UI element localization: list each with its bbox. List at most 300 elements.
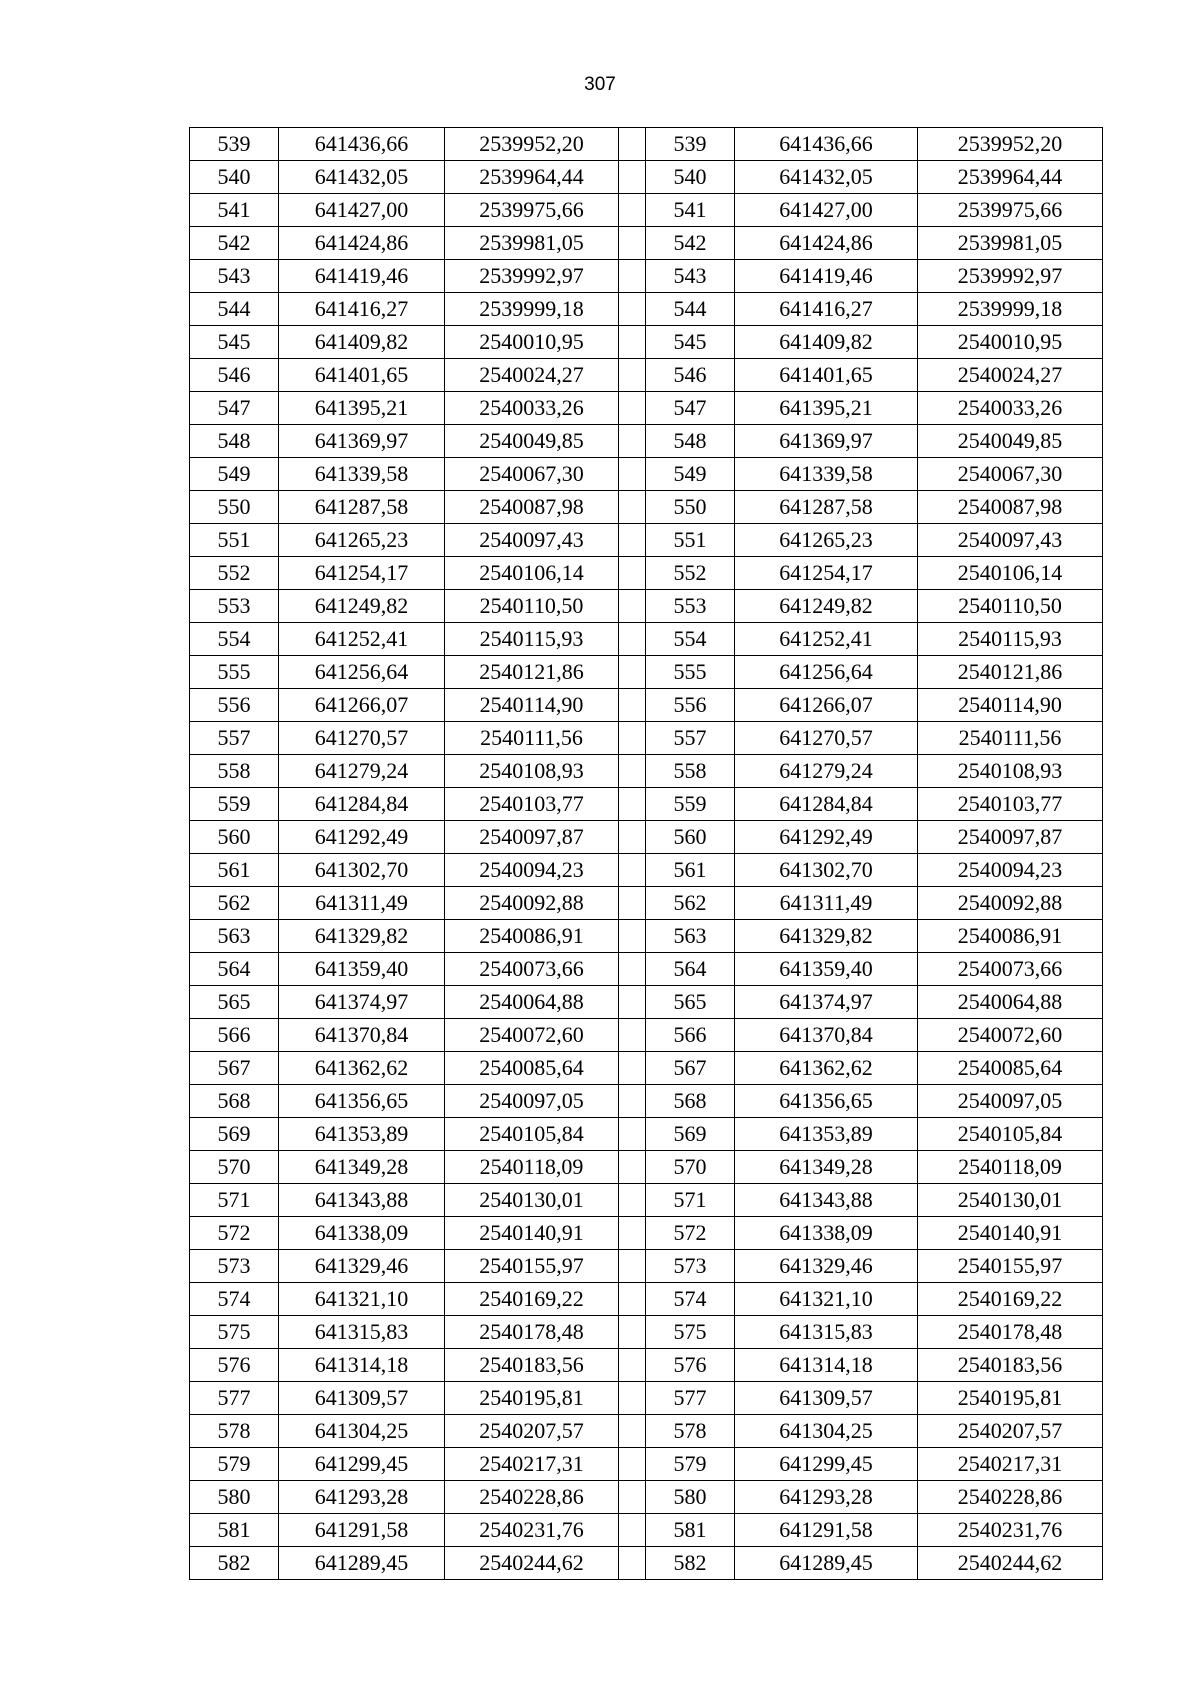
right-point-number-cell: 576 <box>646 1349 735 1382</box>
spacer-cell <box>619 1052 646 1085</box>
right-y-coordinate-cell: 2540024,27 <box>918 359 1103 392</box>
left-y-coordinate-cell: 2540169,22 <box>445 1283 619 1316</box>
right-y-coordinate-cell: 2540217,31 <box>918 1448 1103 1481</box>
left-y-coordinate-cell: 2539952,20 <box>445 128 619 161</box>
left-point-number-cell: 575 <box>190 1316 279 1349</box>
right-y-coordinate-cell: 2540097,87 <box>918 821 1103 854</box>
table-row <box>190 1184 1103 1217</box>
spacer-cell <box>619 458 646 491</box>
left-x-coordinate-cell: 641252,41 <box>279 623 445 656</box>
table-row <box>190 128 1103 161</box>
left-x-coordinate-cell: 641401,65 <box>279 359 445 392</box>
left-x-coordinate-cell: 641370,84 <box>279 1019 445 1052</box>
right-y-coordinate-cell: 2540130,01 <box>918 1184 1103 1217</box>
right-x-coordinate-cell: 641419,46 <box>735 260 918 293</box>
table-row <box>190 656 1103 689</box>
right-point-number-cell: 564 <box>646 953 735 986</box>
left-x-coordinate-cell: 641315,83 <box>279 1316 445 1349</box>
right-x-coordinate-cell: 641395,21 <box>735 392 918 425</box>
spacer-cell <box>619 491 646 524</box>
right-x-coordinate-cell: 641401,65 <box>735 359 918 392</box>
right-x-coordinate-cell: 641314,18 <box>735 1349 918 1382</box>
right-y-coordinate-cell: 2540111,56 <box>918 722 1103 755</box>
right-point-number-cell: 546 <box>646 359 735 392</box>
left-point-number-cell: 550 <box>190 491 279 524</box>
spacer-cell <box>619 194 646 227</box>
spacer-cell <box>619 656 646 689</box>
left-point-number-cell: 546 <box>190 359 279 392</box>
left-x-coordinate-cell: 641343,88 <box>279 1184 445 1217</box>
right-x-coordinate-cell: 641309,57 <box>735 1382 918 1415</box>
right-x-coordinate-cell: 641265,23 <box>735 524 918 557</box>
table-row <box>190 623 1103 656</box>
left-y-coordinate-cell: 2540097,43 <box>445 524 619 557</box>
table-row <box>190 1019 1103 1052</box>
spacer-cell <box>619 1184 646 1217</box>
table-row <box>190 326 1103 359</box>
spacer-cell <box>619 986 646 1019</box>
left-point-number-cell: 539 <box>190 128 279 161</box>
right-y-coordinate-cell: 2540073,66 <box>918 953 1103 986</box>
table-row <box>190 1151 1103 1184</box>
spacer-cell <box>619 1118 646 1151</box>
spacer-cell <box>619 557 646 590</box>
right-point-number-cell: 563 <box>646 920 735 953</box>
table-row <box>190 1118 1103 1151</box>
left-x-coordinate-cell: 641249,82 <box>279 590 445 623</box>
right-point-number-cell: 539 <box>646 128 735 161</box>
left-point-number-cell: 581 <box>190 1514 279 1547</box>
left-point-number-cell: 545 <box>190 326 279 359</box>
table-row <box>190 590 1103 623</box>
left-y-coordinate-cell: 2540049,85 <box>445 425 619 458</box>
spacer-cell <box>619 425 646 458</box>
left-point-number-cell: 555 <box>190 656 279 689</box>
right-point-number-cell: 552 <box>646 557 735 590</box>
left-y-coordinate-cell: 2540114,90 <box>445 689 619 722</box>
right-y-coordinate-cell: 2540195,81 <box>918 1382 1103 1415</box>
left-x-coordinate-cell: 641321,10 <box>279 1283 445 1316</box>
right-x-coordinate-cell: 641427,00 <box>735 194 918 227</box>
left-point-number-cell: 554 <box>190 623 279 656</box>
spacer-cell <box>619 788 646 821</box>
spacer-cell <box>619 1151 646 1184</box>
left-x-coordinate-cell: 641356,65 <box>279 1085 445 1118</box>
spacer-cell <box>619 623 646 656</box>
spacer-cell <box>619 887 646 920</box>
left-point-number-cell: 561 <box>190 854 279 887</box>
right-x-coordinate-cell: 641432,05 <box>735 161 918 194</box>
spacer-cell <box>619 1448 646 1481</box>
left-x-coordinate-cell: 641314,18 <box>279 1349 445 1382</box>
spacer-cell <box>619 1217 646 1250</box>
right-y-coordinate-cell: 2539975,66 <box>918 194 1103 227</box>
right-x-coordinate-cell: 641287,58 <box>735 491 918 524</box>
table-row <box>190 227 1103 260</box>
left-point-number-cell: 543 <box>190 260 279 293</box>
right-point-number-cell: 558 <box>646 755 735 788</box>
right-point-number-cell: 551 <box>646 524 735 557</box>
spacer-cell <box>619 128 646 161</box>
left-y-coordinate-cell: 2540155,97 <box>445 1250 619 1283</box>
left-y-coordinate-cell: 2540118,09 <box>445 1151 619 1184</box>
left-point-number-cell: 556 <box>190 689 279 722</box>
spacer-cell <box>619 755 646 788</box>
spacer-cell <box>619 293 646 326</box>
spacer-cell <box>619 1085 646 1118</box>
left-point-number-cell: 570 <box>190 1151 279 1184</box>
left-point-number-cell: 540 <box>190 161 279 194</box>
right-y-coordinate-cell: 2540092,88 <box>918 887 1103 920</box>
right-point-number-cell: 581 <box>646 1514 735 1547</box>
right-point-number-cell: 579 <box>646 1448 735 1481</box>
left-point-number-cell: 563 <box>190 920 279 953</box>
left-x-coordinate-cell: 641374,97 <box>279 986 445 1019</box>
right-point-number-cell: 560 <box>646 821 735 854</box>
table-row <box>190 986 1103 1019</box>
left-x-coordinate-cell: 641256,64 <box>279 656 445 689</box>
right-y-coordinate-cell: 2540110,50 <box>918 590 1103 623</box>
right-y-coordinate-cell: 2540085,64 <box>918 1052 1103 1085</box>
left-y-coordinate-cell: 2540140,91 <box>445 1217 619 1250</box>
left-y-coordinate-cell: 2540085,64 <box>445 1052 619 1085</box>
table-row <box>190 1547 1103 1580</box>
table-row <box>190 392 1103 425</box>
left-x-coordinate-cell: 641427,00 <box>279 194 445 227</box>
right-x-coordinate-cell: 641329,46 <box>735 1250 918 1283</box>
right-point-number-cell: 572 <box>646 1217 735 1250</box>
spacer-cell <box>619 1481 646 1514</box>
right-y-coordinate-cell: 2540178,48 <box>918 1316 1103 1349</box>
left-y-coordinate-cell: 2540103,77 <box>445 788 619 821</box>
left-y-coordinate-cell: 2540108,93 <box>445 755 619 788</box>
left-x-coordinate-cell: 641270,57 <box>279 722 445 755</box>
table-row <box>190 425 1103 458</box>
left-point-number-cell: 564 <box>190 953 279 986</box>
left-y-coordinate-cell: 2540097,05 <box>445 1085 619 1118</box>
left-y-coordinate-cell: 2540072,60 <box>445 1019 619 1052</box>
left-point-number-cell: 547 <box>190 392 279 425</box>
right-point-number-cell: 561 <box>646 854 735 887</box>
table-row <box>190 161 1103 194</box>
table-row <box>190 1382 1103 1415</box>
left-x-coordinate-cell: 641395,21 <box>279 392 445 425</box>
right-x-coordinate-cell: 641349,28 <box>735 1151 918 1184</box>
right-y-coordinate-cell: 2540067,30 <box>918 458 1103 491</box>
left-x-coordinate-cell: 641254,17 <box>279 557 445 590</box>
left-y-coordinate-cell: 2540178,48 <box>445 1316 619 1349</box>
right-y-coordinate-cell: 2540183,56 <box>918 1349 1103 1382</box>
left-point-number-cell: 579 <box>190 1448 279 1481</box>
right-y-coordinate-cell: 2540086,91 <box>918 920 1103 953</box>
right-y-coordinate-cell: 2540106,14 <box>918 557 1103 590</box>
left-x-coordinate-cell: 641291,58 <box>279 1514 445 1547</box>
table-row <box>190 1283 1103 1316</box>
left-x-coordinate-cell: 641309,57 <box>279 1382 445 1415</box>
left-y-coordinate-cell: 2540094,23 <box>445 854 619 887</box>
right-point-number-cell: 577 <box>646 1382 735 1415</box>
left-y-coordinate-cell: 2540105,84 <box>445 1118 619 1151</box>
left-point-number-cell: 553 <box>190 590 279 623</box>
right-x-coordinate-cell: 641416,27 <box>735 293 918 326</box>
right-y-coordinate-cell: 2540097,43 <box>918 524 1103 557</box>
spacer-cell <box>619 1316 646 1349</box>
left-y-coordinate-cell: 2540244,62 <box>445 1547 619 1580</box>
left-point-number-cell: 576 <box>190 1349 279 1382</box>
right-y-coordinate-cell: 2539964,44 <box>918 161 1103 194</box>
left-y-coordinate-cell: 2540183,56 <box>445 1349 619 1382</box>
right-y-coordinate-cell: 2540207,57 <box>918 1415 1103 1448</box>
spacer-cell <box>619 524 646 557</box>
right-y-coordinate-cell: 2540231,76 <box>918 1514 1103 1547</box>
right-y-coordinate-cell: 2539952,20 <box>918 128 1103 161</box>
right-point-number-cell: 582 <box>646 1547 735 1580</box>
right-point-number-cell: 553 <box>646 590 735 623</box>
right-x-coordinate-cell: 641254,17 <box>735 557 918 590</box>
right-y-coordinate-cell: 2540049,85 <box>918 425 1103 458</box>
right-x-coordinate-cell: 641304,25 <box>735 1415 918 1448</box>
right-point-number-cell: 562 <box>646 887 735 920</box>
left-point-number-cell: 565 <box>190 986 279 1019</box>
right-point-number-cell: 559 <box>646 788 735 821</box>
left-x-coordinate-cell: 641265,23 <box>279 524 445 557</box>
left-y-coordinate-cell: 2540130,01 <box>445 1184 619 1217</box>
spacer-cell <box>619 392 646 425</box>
right-point-number-cell: 567 <box>646 1052 735 1085</box>
right-point-number-cell: 578 <box>646 1415 735 1448</box>
right-point-number-cell: 554 <box>646 623 735 656</box>
left-x-coordinate-cell: 641329,82 <box>279 920 445 953</box>
left-x-coordinate-cell: 641302,70 <box>279 854 445 887</box>
left-point-number-cell: 567 <box>190 1052 279 1085</box>
spacer-cell <box>619 821 646 854</box>
left-y-coordinate-cell: 2540115,93 <box>445 623 619 656</box>
left-x-coordinate-cell: 641424,86 <box>279 227 445 260</box>
right-y-coordinate-cell: 2540140,91 <box>918 1217 1103 1250</box>
table-row <box>190 1217 1103 1250</box>
table-row <box>190 491 1103 524</box>
left-x-coordinate-cell: 641304,25 <box>279 1415 445 1448</box>
table-row <box>190 755 1103 788</box>
right-y-coordinate-cell: 2540155,97 <box>918 1250 1103 1283</box>
left-y-coordinate-cell: 2540111,56 <box>445 722 619 755</box>
right-x-coordinate-cell: 641279,24 <box>735 755 918 788</box>
right-point-number-cell: 542 <box>646 227 735 260</box>
right-y-coordinate-cell: 2540169,22 <box>918 1283 1103 1316</box>
table-row <box>190 557 1103 590</box>
table-row <box>190 1085 1103 1118</box>
right-x-coordinate-cell: 641339,58 <box>735 458 918 491</box>
right-y-coordinate-cell: 2540087,98 <box>918 491 1103 524</box>
right-x-coordinate-cell: 641266,07 <box>735 689 918 722</box>
right-point-number-cell: 566 <box>646 1019 735 1052</box>
table-row <box>190 1349 1103 1382</box>
right-x-coordinate-cell: 641436,66 <box>735 128 918 161</box>
left-y-coordinate-cell: 2540024,27 <box>445 359 619 392</box>
right-point-number-cell: 555 <box>646 656 735 689</box>
left-point-number-cell: 552 <box>190 557 279 590</box>
left-point-number-cell: 580 <box>190 1481 279 1514</box>
right-point-number-cell: 550 <box>646 491 735 524</box>
right-point-number-cell: 543 <box>646 260 735 293</box>
spacer-cell <box>619 260 646 293</box>
right-x-coordinate-cell: 641362,62 <box>735 1052 918 1085</box>
right-y-coordinate-cell: 2539999,18 <box>918 293 1103 326</box>
left-x-coordinate-cell: 641266,07 <box>279 689 445 722</box>
table-row <box>190 788 1103 821</box>
right-x-coordinate-cell: 641338,09 <box>735 1217 918 1250</box>
spacer-cell <box>619 953 646 986</box>
right-point-number-cell: 573 <box>646 1250 735 1283</box>
right-y-coordinate-cell: 2540094,23 <box>918 854 1103 887</box>
left-y-coordinate-cell: 2540086,91 <box>445 920 619 953</box>
table-row <box>190 293 1103 326</box>
right-point-number-cell: 544 <box>646 293 735 326</box>
right-y-coordinate-cell: 2540115,93 <box>918 623 1103 656</box>
left-y-coordinate-cell: 2540207,57 <box>445 1415 619 1448</box>
right-point-number-cell: 556 <box>646 689 735 722</box>
table-row <box>190 854 1103 887</box>
right-x-coordinate-cell: 641270,57 <box>735 722 918 755</box>
left-y-coordinate-cell: 2540195,81 <box>445 1382 619 1415</box>
spacer-cell <box>619 1349 646 1382</box>
left-y-coordinate-cell: 2540087,98 <box>445 491 619 524</box>
left-point-number-cell: 568 <box>190 1085 279 1118</box>
left-point-number-cell: 577 <box>190 1382 279 1415</box>
table-row <box>190 953 1103 986</box>
left-point-number-cell: 582 <box>190 1547 279 1580</box>
right-x-coordinate-cell: 641343,88 <box>735 1184 918 1217</box>
left-point-number-cell: 551 <box>190 524 279 557</box>
table-row <box>190 920 1103 953</box>
right-x-coordinate-cell: 641299,45 <box>735 1448 918 1481</box>
spacer-cell <box>619 326 646 359</box>
table-row <box>190 260 1103 293</box>
left-y-coordinate-cell: 2540092,88 <box>445 887 619 920</box>
spacer-cell <box>619 722 646 755</box>
right-point-number-cell: 557 <box>646 722 735 755</box>
right-point-number-cell: 548 <box>646 425 735 458</box>
left-x-coordinate-cell: 641292,49 <box>279 821 445 854</box>
spacer-cell <box>619 227 646 260</box>
left-point-number-cell: 566 <box>190 1019 279 1052</box>
right-point-number-cell: 541 <box>646 194 735 227</box>
left-point-number-cell: 578 <box>190 1415 279 1448</box>
right-y-coordinate-cell: 2540010,95 <box>918 326 1103 359</box>
right-y-coordinate-cell: 2540244,62 <box>918 1547 1103 1580</box>
left-x-coordinate-cell: 641289,45 <box>279 1547 445 1580</box>
right-x-coordinate-cell: 641356,65 <box>735 1085 918 1118</box>
right-x-coordinate-cell: 641289,45 <box>735 1547 918 1580</box>
left-x-coordinate-cell: 641338,09 <box>279 1217 445 1250</box>
left-point-number-cell: 558 <box>190 755 279 788</box>
right-point-number-cell: 574 <box>646 1283 735 1316</box>
spacer-cell <box>619 1547 646 1580</box>
left-y-coordinate-cell: 2540064,88 <box>445 986 619 1019</box>
left-y-coordinate-cell: 2539975,66 <box>445 194 619 227</box>
left-point-number-cell: 542 <box>190 227 279 260</box>
right-y-coordinate-cell: 2540121,86 <box>918 656 1103 689</box>
left-y-coordinate-cell: 2540073,66 <box>445 953 619 986</box>
right-y-coordinate-cell: 2539992,97 <box>918 260 1103 293</box>
spacer-cell <box>619 1514 646 1547</box>
table-row <box>190 359 1103 392</box>
left-x-coordinate-cell: 641362,62 <box>279 1052 445 1085</box>
spacer-cell <box>619 1250 646 1283</box>
right-y-coordinate-cell: 2540105,84 <box>918 1118 1103 1151</box>
right-x-coordinate-cell: 641409,82 <box>735 326 918 359</box>
table-row <box>190 1514 1103 1547</box>
right-point-number-cell: 545 <box>646 326 735 359</box>
right-x-coordinate-cell: 641302,70 <box>735 854 918 887</box>
right-y-coordinate-cell: 2540118,09 <box>918 1151 1103 1184</box>
table-row <box>190 524 1103 557</box>
right-x-coordinate-cell: 641359,40 <box>735 953 918 986</box>
left-y-coordinate-cell: 2540231,76 <box>445 1514 619 1547</box>
right-x-coordinate-cell: 641252,41 <box>735 623 918 656</box>
right-x-coordinate-cell: 641424,86 <box>735 227 918 260</box>
right-y-coordinate-cell: 2540103,77 <box>918 788 1103 821</box>
right-point-number-cell: 575 <box>646 1316 735 1349</box>
right-y-coordinate-cell: 2540228,86 <box>918 1481 1103 1514</box>
right-y-coordinate-cell: 2540064,88 <box>918 986 1103 1019</box>
left-x-coordinate-cell: 641409,82 <box>279 326 445 359</box>
table-row <box>190 1316 1103 1349</box>
right-x-coordinate-cell: 641329,82 <box>735 920 918 953</box>
right-point-number-cell: 549 <box>646 458 735 491</box>
right-point-number-cell: 570 <box>646 1151 735 1184</box>
right-point-number-cell: 568 <box>646 1085 735 1118</box>
left-point-number-cell: 560 <box>190 821 279 854</box>
right-point-number-cell: 547 <box>646 392 735 425</box>
table-row <box>190 194 1103 227</box>
left-point-number-cell: 541 <box>190 194 279 227</box>
left-x-coordinate-cell: 641293,28 <box>279 1481 445 1514</box>
left-x-coordinate-cell: 641311,49 <box>279 887 445 920</box>
left-x-coordinate-cell: 641419,46 <box>279 260 445 293</box>
left-y-coordinate-cell: 2539999,18 <box>445 293 619 326</box>
left-x-coordinate-cell: 641432,05 <box>279 161 445 194</box>
spacer-cell <box>619 1382 646 1415</box>
left-x-coordinate-cell: 641284,84 <box>279 788 445 821</box>
spacer-cell <box>619 359 646 392</box>
left-y-coordinate-cell: 2540121,86 <box>445 656 619 689</box>
table-row <box>190 689 1103 722</box>
left-y-coordinate-cell: 2539992,97 <box>445 260 619 293</box>
coordinates-table-body <box>190 128 1103 1580</box>
left-y-coordinate-cell: 2540217,31 <box>445 1448 619 1481</box>
right-x-coordinate-cell: 641249,82 <box>735 590 918 623</box>
table-row <box>190 722 1103 755</box>
right-x-coordinate-cell: 641321,10 <box>735 1283 918 1316</box>
left-x-coordinate-cell: 641359,40 <box>279 953 445 986</box>
left-point-number-cell: 574 <box>190 1283 279 1316</box>
right-y-coordinate-cell: 2540108,93 <box>918 755 1103 788</box>
left-y-coordinate-cell: 2540106,14 <box>445 557 619 590</box>
spacer-cell <box>619 161 646 194</box>
left-point-number-cell: 573 <box>190 1250 279 1283</box>
right-y-coordinate-cell: 2540097,05 <box>918 1085 1103 1118</box>
table-row <box>190 458 1103 491</box>
table-row <box>190 821 1103 854</box>
left-y-coordinate-cell: 2540097,87 <box>445 821 619 854</box>
page-number: 307 <box>584 74 616 95</box>
table-row <box>190 887 1103 920</box>
left-y-coordinate-cell: 2540110,50 <box>445 590 619 623</box>
table-row <box>190 1448 1103 1481</box>
left-x-coordinate-cell: 641329,46 <box>279 1250 445 1283</box>
left-y-coordinate-cell: 2539981,05 <box>445 227 619 260</box>
